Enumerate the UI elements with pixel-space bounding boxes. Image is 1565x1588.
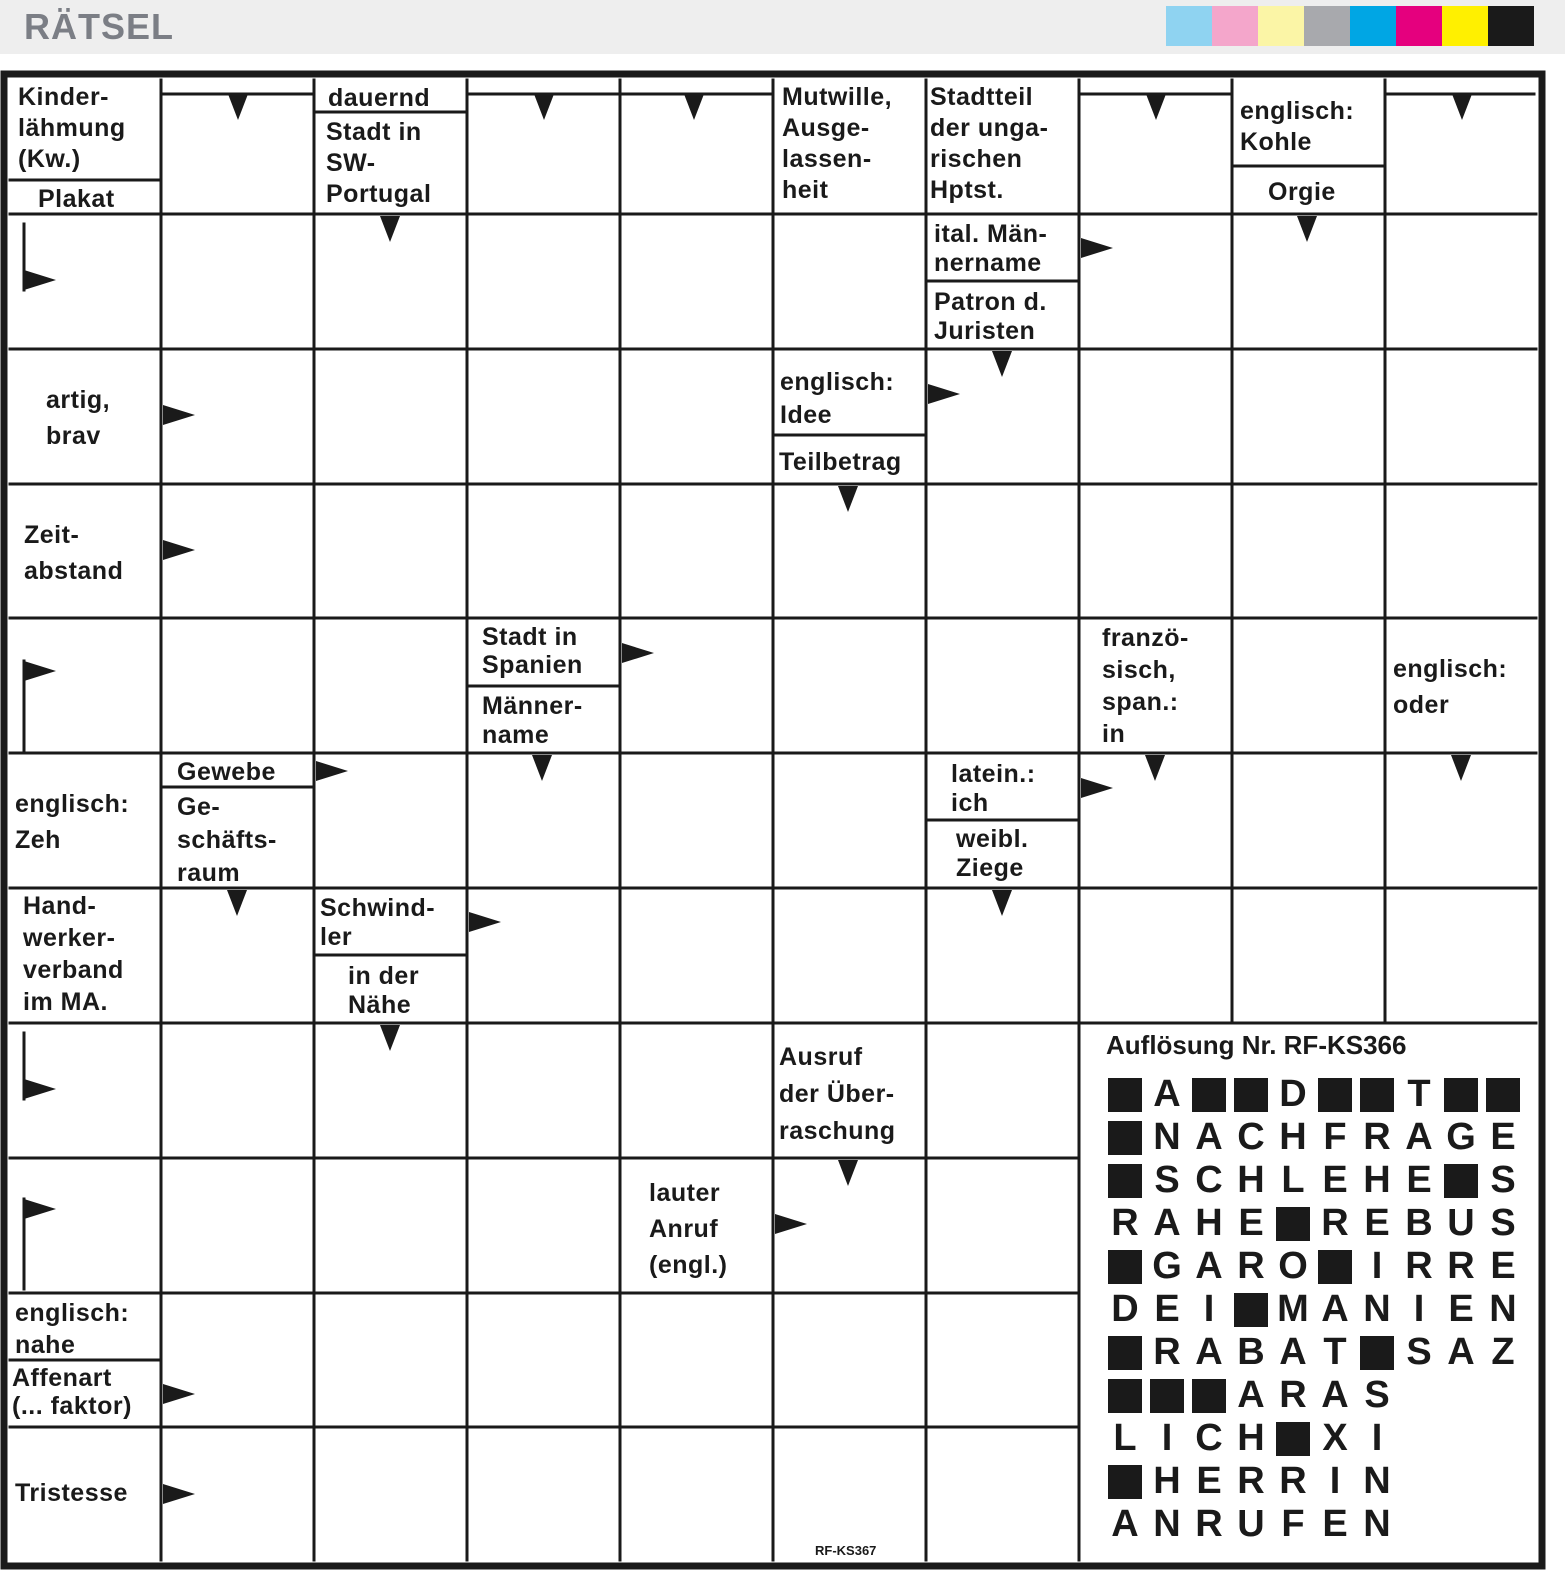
arrow-right-icon bbox=[316, 761, 348, 781]
solution-letter: D bbox=[1111, 1288, 1139, 1330]
solution-block bbox=[1440, 1159, 1482, 1202]
solution-letter: I bbox=[1329, 1460, 1341, 1502]
solution-letter: U bbox=[1237, 1503, 1265, 1545]
clue-orgie: Orgie bbox=[1268, 178, 1336, 206]
solution-row bbox=[1104, 1460, 1524, 1503]
solution-letter: N bbox=[1489, 1288, 1517, 1330]
solution-letter: S bbox=[1364, 1374, 1390, 1416]
arrow-down-icon bbox=[992, 351, 1012, 377]
clue-in-der-naehe: in der Nähe bbox=[348, 962, 420, 1019]
clue-stadt-spanien: Stadt in Spanien bbox=[482, 623, 583, 679]
solution-block bbox=[1356, 1331, 1398, 1374]
solution-letter: F bbox=[1323, 1116, 1347, 1158]
solution-letter: L bbox=[1113, 1417, 1137, 1459]
solution-block bbox=[1104, 1159, 1146, 1202]
solution-letter: C bbox=[1195, 1417, 1223, 1459]
solution-letter: A bbox=[1195, 1116, 1223, 1158]
clue-maennername: Männer- name bbox=[482, 692, 583, 749]
arrow-right-icon bbox=[928, 384, 960, 404]
solution-letter: E bbox=[1238, 1202, 1264, 1244]
solution-letter: S bbox=[1490, 1202, 1516, 1244]
solution-letter: H bbox=[1237, 1417, 1265, 1459]
clue-ausruf: Ausruf der Über- raschung bbox=[779, 1043, 896, 1145]
solution-block bbox=[1314, 1245, 1356, 1288]
solution-letter: I bbox=[1161, 1417, 1173, 1459]
clue-weibl-ziege: weibl. Ziege bbox=[956, 825, 1029, 882]
arrow-down-icon bbox=[1452, 94, 1472, 120]
clue-englisch-nahe: englisch: nahe bbox=[15, 1299, 130, 1359]
solution-letter: U bbox=[1447, 1202, 1475, 1244]
solution-letter: I bbox=[1371, 1417, 1383, 1459]
solution-block bbox=[1272, 1417, 1314, 1460]
solution-row bbox=[1104, 1374, 1524, 1417]
arrow-right-icon bbox=[163, 1484, 195, 1504]
solution-row bbox=[1104, 1202, 1524, 1245]
solution-row bbox=[1104, 1073, 1524, 1116]
arrow-right-icon bbox=[163, 1384, 195, 1404]
solution-letter: C bbox=[1237, 1116, 1265, 1158]
arrow-down-icon bbox=[228, 94, 248, 120]
arrow-down-icon bbox=[380, 1025, 400, 1051]
solution-letter: E bbox=[1490, 1245, 1516, 1287]
clue-stadt-sw-portugal: Stadt in SW- Portugal bbox=[326, 118, 432, 208]
arrow-right-icon bbox=[1081, 238, 1113, 258]
solution-letter: T bbox=[1323, 1331, 1347, 1373]
solution-letter: A bbox=[1153, 1202, 1181, 1244]
solution-letter: R bbox=[1321, 1202, 1349, 1244]
arrow-down-icon bbox=[684, 94, 704, 120]
solution-letter: H bbox=[1153, 1460, 1181, 1502]
clue-dauernd: dauernd bbox=[328, 84, 431, 112]
solution-letter: H bbox=[1363, 1159, 1391, 1201]
solution-letter: L bbox=[1281, 1159, 1305, 1201]
arrow-right-icon bbox=[622, 643, 654, 663]
arrow-down-icon bbox=[227, 890, 247, 916]
solution-letter: R bbox=[1279, 1460, 1307, 1502]
solution-letter: H bbox=[1279, 1116, 1307, 1158]
solution-letter: R bbox=[1111, 1202, 1139, 1244]
solution-letter: E bbox=[1490, 1116, 1516, 1158]
arrow-down-icon bbox=[1146, 94, 1166, 120]
arrow-flag-icon bbox=[24, 1199, 56, 1219]
solution-letter: G bbox=[1152, 1245, 1182, 1287]
arrow-flag-icon bbox=[24, 661, 56, 681]
solution-letter: T bbox=[1407, 1073, 1431, 1115]
solution-letter: I bbox=[1203, 1288, 1215, 1330]
solution-letter: E bbox=[1154, 1288, 1180, 1330]
clue-franzoesisch: franzö- sisch, span.: in bbox=[1102, 624, 1189, 748]
solution-letter: B bbox=[1405, 1202, 1433, 1244]
solution-letter: A bbox=[1405, 1116, 1433, 1158]
solution-letter: E bbox=[1322, 1159, 1348, 1201]
clue-englisch-oder: englisch: oder bbox=[1393, 655, 1508, 719]
solution-letter: A bbox=[1195, 1245, 1223, 1287]
arrow-flag-icon bbox=[24, 270, 56, 290]
solution-row bbox=[1104, 1288, 1524, 1331]
solution-letter: A bbox=[1195, 1331, 1223, 1373]
solution-row bbox=[1104, 1116, 1524, 1159]
arrow-down-icon bbox=[1297, 216, 1317, 242]
solution-block bbox=[1104, 1331, 1146, 1374]
clue-schwindler: Schwind- ler bbox=[320, 894, 436, 951]
solution-letter: O bbox=[1278, 1245, 1308, 1287]
clue-englisch-zeh: englisch: Zeh bbox=[15, 790, 130, 854]
clue-stadtteil: Stadtteil der unga- rischen Hptst. bbox=[930, 83, 1049, 204]
clue-latein-ich: latein.: ich bbox=[951, 760, 1036, 817]
solution-letter: E bbox=[1448, 1288, 1474, 1330]
solution-block bbox=[1104, 1116, 1146, 1159]
solution-letter: I bbox=[1413, 1288, 1425, 1330]
solution-letter: N bbox=[1363, 1503, 1391, 1545]
solution-title: Auflösung Nr. RF-KS366 bbox=[1106, 1030, 1407, 1060]
solution-block bbox=[1146, 1374, 1188, 1417]
clue-patron: Patron d. Juristen bbox=[934, 288, 1047, 345]
clue-affenart: Affenart (... faktor) bbox=[12, 1364, 132, 1420]
solution-block bbox=[1230, 1073, 1272, 1116]
solution-letter: A bbox=[1237, 1374, 1265, 1416]
solution-letter: D bbox=[1279, 1073, 1307, 1115]
clue-englisch-kohle: englisch: Kohle bbox=[1240, 97, 1355, 156]
arrow-down-icon bbox=[380, 216, 400, 242]
solution-letter: C bbox=[1195, 1159, 1223, 1201]
solution-letter: M bbox=[1277, 1288, 1309, 1330]
clue-plakat: Plakat bbox=[38, 185, 115, 213]
solution-letter: R bbox=[1363, 1116, 1391, 1158]
clue-gewebe: Gewebe bbox=[177, 758, 276, 786]
clue-artig-brav: artig, brav bbox=[46, 386, 111, 450]
solution-row bbox=[1104, 1245, 1524, 1288]
solution-block bbox=[1188, 1374, 1230, 1417]
solution-letter: A bbox=[1447, 1331, 1475, 1373]
arrow-right-icon bbox=[1081, 778, 1113, 798]
solution-letter: R bbox=[1279, 1374, 1307, 1416]
solution-block bbox=[1188, 1073, 1230, 1116]
clue-kinderlaehmung: Kinder- lähmung (Kw.) bbox=[18, 83, 126, 173]
solution-letter: N bbox=[1363, 1460, 1391, 1502]
puzzle-code: RF-KS367 bbox=[815, 1543, 877, 1558]
clue-lauter-anruf: lauter Anruf (engl.) bbox=[649, 1179, 728, 1279]
solution-letter: R bbox=[1237, 1245, 1265, 1287]
solution-letter: A bbox=[1111, 1503, 1139, 1545]
solution-letter: A bbox=[1321, 1374, 1349, 1416]
solution-block bbox=[1230, 1288, 1272, 1331]
solution-letter: R bbox=[1237, 1460, 1265, 1502]
arrow-down-icon bbox=[534, 94, 554, 120]
solution-letter: H bbox=[1237, 1159, 1265, 1201]
arrow-right-icon bbox=[469, 912, 501, 932]
arrow-down-icon bbox=[1145, 755, 1165, 781]
solution-row bbox=[1104, 1503, 1524, 1546]
solution-letter: S bbox=[1406, 1331, 1432, 1373]
solution-letter: R bbox=[1405, 1245, 1433, 1287]
page-title: RÄTSEL bbox=[24, 6, 174, 47]
clue-englisch-idee: englisch: Idee bbox=[780, 368, 895, 429]
solution-letter: S bbox=[1490, 1159, 1516, 1201]
arrow-right-icon bbox=[775, 1214, 807, 1234]
solution-grid bbox=[1104, 1073, 1524, 1546]
clue-teilbetrag: Teilbetrag bbox=[779, 448, 902, 476]
arrow-down-icon bbox=[532, 755, 552, 781]
arrow-flag-icon bbox=[24, 1079, 56, 1099]
solution-letter: F bbox=[1281, 1503, 1305, 1545]
solution-letter: A bbox=[1153, 1073, 1181, 1115]
solution-letter: G bbox=[1446, 1116, 1476, 1158]
solution-block bbox=[1104, 1245, 1146, 1288]
solution-letter: N bbox=[1153, 1116, 1181, 1158]
solution-letter: A bbox=[1321, 1288, 1349, 1330]
solution-letter: R bbox=[1447, 1245, 1475, 1287]
arrow-down-icon bbox=[838, 486, 858, 512]
solution-block bbox=[1104, 1374, 1146, 1417]
solution-block bbox=[1314, 1073, 1356, 1116]
solution-block bbox=[1104, 1073, 1146, 1116]
solution-letter: H bbox=[1195, 1202, 1223, 1244]
solution-block bbox=[1356, 1073, 1398, 1116]
clue-zeitabstand: Zeit- abstand bbox=[24, 521, 124, 585]
solution-letter: S bbox=[1154, 1159, 1180, 1201]
solution-row bbox=[1104, 1417, 1524, 1460]
solution-letter: E bbox=[1364, 1202, 1390, 1244]
solution-letter: E bbox=[1322, 1503, 1348, 1545]
solution-block bbox=[1104, 1460, 1146, 1503]
arrow-down-icon bbox=[992, 890, 1012, 916]
solution-letter: R bbox=[1195, 1503, 1223, 1545]
solution-block bbox=[1272, 1202, 1314, 1245]
arrow-right-icon bbox=[163, 405, 195, 425]
solution-letter: I bbox=[1371, 1245, 1383, 1287]
solution-letter: N bbox=[1153, 1503, 1181, 1545]
solution-letter: A bbox=[1279, 1331, 1307, 1373]
clue-geschaeftsraum: Ge- schäfts- raum bbox=[177, 793, 277, 887]
arrow-down-icon bbox=[1451, 755, 1471, 781]
solution-letter: E bbox=[1406, 1159, 1432, 1201]
solution-letter: B bbox=[1237, 1331, 1265, 1373]
solution-block bbox=[1440, 1073, 1482, 1116]
clue-ital-maennername: ital. Män- nername bbox=[934, 220, 1048, 277]
clue-mutwille: Mutwille, Ausge- lassen- heit bbox=[782, 83, 893, 204]
arrow-down-icon bbox=[838, 1160, 858, 1186]
solution-letter: N bbox=[1363, 1288, 1391, 1330]
solution-letter: E bbox=[1196, 1460, 1222, 1502]
solution-row bbox=[1104, 1331, 1524, 1374]
clue-handwerkerverband: Hand- werker- verband im MA. bbox=[23, 892, 124, 1016]
clue-tristesse: Tristesse bbox=[15, 1479, 128, 1507]
solution-row bbox=[1104, 1159, 1524, 1202]
solution-letter: R bbox=[1153, 1331, 1181, 1373]
solution-letter: X bbox=[1322, 1417, 1348, 1459]
solution-letter: Z bbox=[1491, 1331, 1515, 1373]
solution-block bbox=[1482, 1073, 1524, 1116]
arrow-right-icon bbox=[163, 540, 195, 560]
